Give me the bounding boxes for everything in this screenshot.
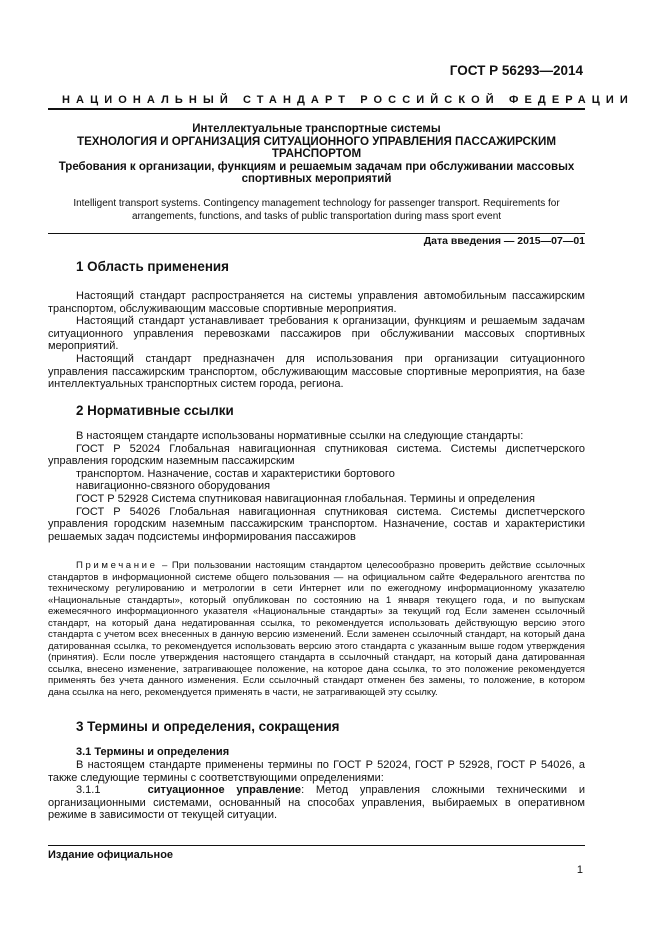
header-rule (48, 108, 585, 110)
section-3-heading: 3 Термины и определения, сокращения (76, 719, 340, 734)
section-2-body (48, 430, 585, 543)
note-text: – При пользовании настоящим стандартом целесообразно проверить действие ссылочных стандартов в информационной системе общего пользования — на официальном сайте Федерального агентства по техническому регулированию и метрологии в сети Интернет или по ежегодному информационному указателю «Национальные стандарты», который опубликован по состоянию на 1 января текущего года, и по выпускам ежемесячного информационного указателя «Национальные стандарты» за текущий год Если заменен ссылочный стандарт, на который дана недатированная ссылка, то рекомендуется использовать действующую версию этого стандарта с учетом всех внесенных в данную версию изменений. Если заменен ссылочный стандарт, на который дана датированная ссылка, то рекомендуется использовать версию этого стандарта с указанным выше годом утверждения (принятия). Если после утверждения настоящего стандарта в ссылочный стандарт, на который дана датированная ссылка, внесено изменение, затрагивающее положение, на которое дана ссылка, то это положение рекомендуется применять без учета данного изменения. Если ссылочный стандарт отменен без замены, то положение, в котором дана ссылка на него, рекомендуется применять в части, не затрагивающей эту ссылку. (48, 560, 585, 698)
section-1-heading: 1 Область применения (76, 259, 229, 274)
section-2-intro: В настоящем стандарте использованы нормативные ссылки на следующие стандарты: (76, 430, 524, 442)
term-number: 3.1.1 (76, 784, 101, 797)
normative-reference: ГОСТ Р 54026 Глобальная навигационная спутниковая система. Системы диспетчерского управления городским наземным пассажирским транспортом. Назначение, состав и характеристики решаемых задач подсистемы информирования пассажиров (48, 505, 585, 543)
section-2-heading: 2 Нормативные ссылки (76, 403, 234, 418)
normative-reference-continuation: навигационно-связного оборудования (76, 480, 271, 493)
title-main-line-2: ТРАНСПОРТОМ (271, 147, 362, 160)
english-title (48, 197, 585, 223)
section-1-paragraph: Настоящий стандарт устанавливает требования к организации, функциям и решаемым задачам ситуационного управления перевозками пассажиров при обслуживании массовых спортивных мероприятий. (48, 315, 585, 353)
english-title-line-2: arrangements, functions, and tasks of public transportation during mass sport event (131, 211, 502, 222)
title-subtitle-line-2: спортивных мероприятий (241, 173, 392, 185)
section-1-paragraph: Настоящий стандарт предназначен для использования при организации ситуационного управления пассажирским транспортом, обслуживающим массовые спортивные мероприятия, на базе интеллектуальных транспортных систем города, региона. (48, 352, 585, 391)
term-definition (48, 784, 585, 822)
english-title-line-1: Intelligent transport systems. Contingency management technology for passenger transport. Requirements for (73, 198, 560, 209)
title-rule (48, 233, 585, 234)
title-main-line-1: ТЕХНОЛОГИЯ И ОРГАНИЗАЦИЯ СИТУАЦИОННОГО УПРАВЛЕНИЯ ПАССАЖИРСКИМ (76, 134, 556, 148)
page-number: 1 (576, 864, 583, 876)
footer-rule (48, 845, 585, 846)
national-standard-banner: НАЦИОНАЛЬНЫЙ СТАНДАРТ РОССИЙСКОЙ ФЕДЕРАЦИИ (62, 94, 634, 106)
edition-label: Издание официальное (48, 849, 174, 861)
title-block (48, 123, 585, 186)
note-label: Примечание (76, 560, 158, 571)
section-1-body (48, 290, 585, 391)
standard-code: ГОСТ Р 56293—2014 (449, 63, 583, 78)
reference-note (48, 560, 585, 698)
term-name: ситуационное управление (147, 784, 302, 797)
introduction-date: Дата введения — 2015—07—01 (423, 235, 585, 247)
subsection-3-1-heading: 3.1 Термины и определения (76, 746, 230, 758)
normative-reference: ГОСТ Р 52024 Глобальная навигационная спутниковая система. Системы диспетчерского управления городским наземным пассажирским (48, 442, 585, 468)
title-subtitle-line-1: Требования к организации, функциям и решаемым задачам при обслуживании массовых (58, 160, 575, 173)
section-1-paragraph: Настоящий стандарт распространяется на системы управления автомобильным пассажирским транспортом, обслуживающим массовые спортивные мероприятия. (48, 290, 585, 315)
section-3-body (48, 759, 585, 822)
normative-reference-continuation: транспортом. Назначение, состав и характеристики бортового (76, 467, 395, 480)
title-series: Интеллектуальные транспортные системы (192, 123, 441, 135)
term-definition-text: : Метод управления сложными техническими и организационными системами, основанный на способах управления, выбираемых в оперативном режиме в зависимости от текущей ситуации. (48, 784, 585, 822)
section-3-paragraph: В настоящем стандарте применены термины по ГОСТ Р 52024, ГОСТ Р 52928, ГОСТ Р 54026, а также следующие термины с соответствующими определениями: (48, 759, 585, 784)
normative-reference: ГОСТ Р 52928 Система спутниковая навигационная глобальная. Термины и определения (76, 492, 535, 505)
